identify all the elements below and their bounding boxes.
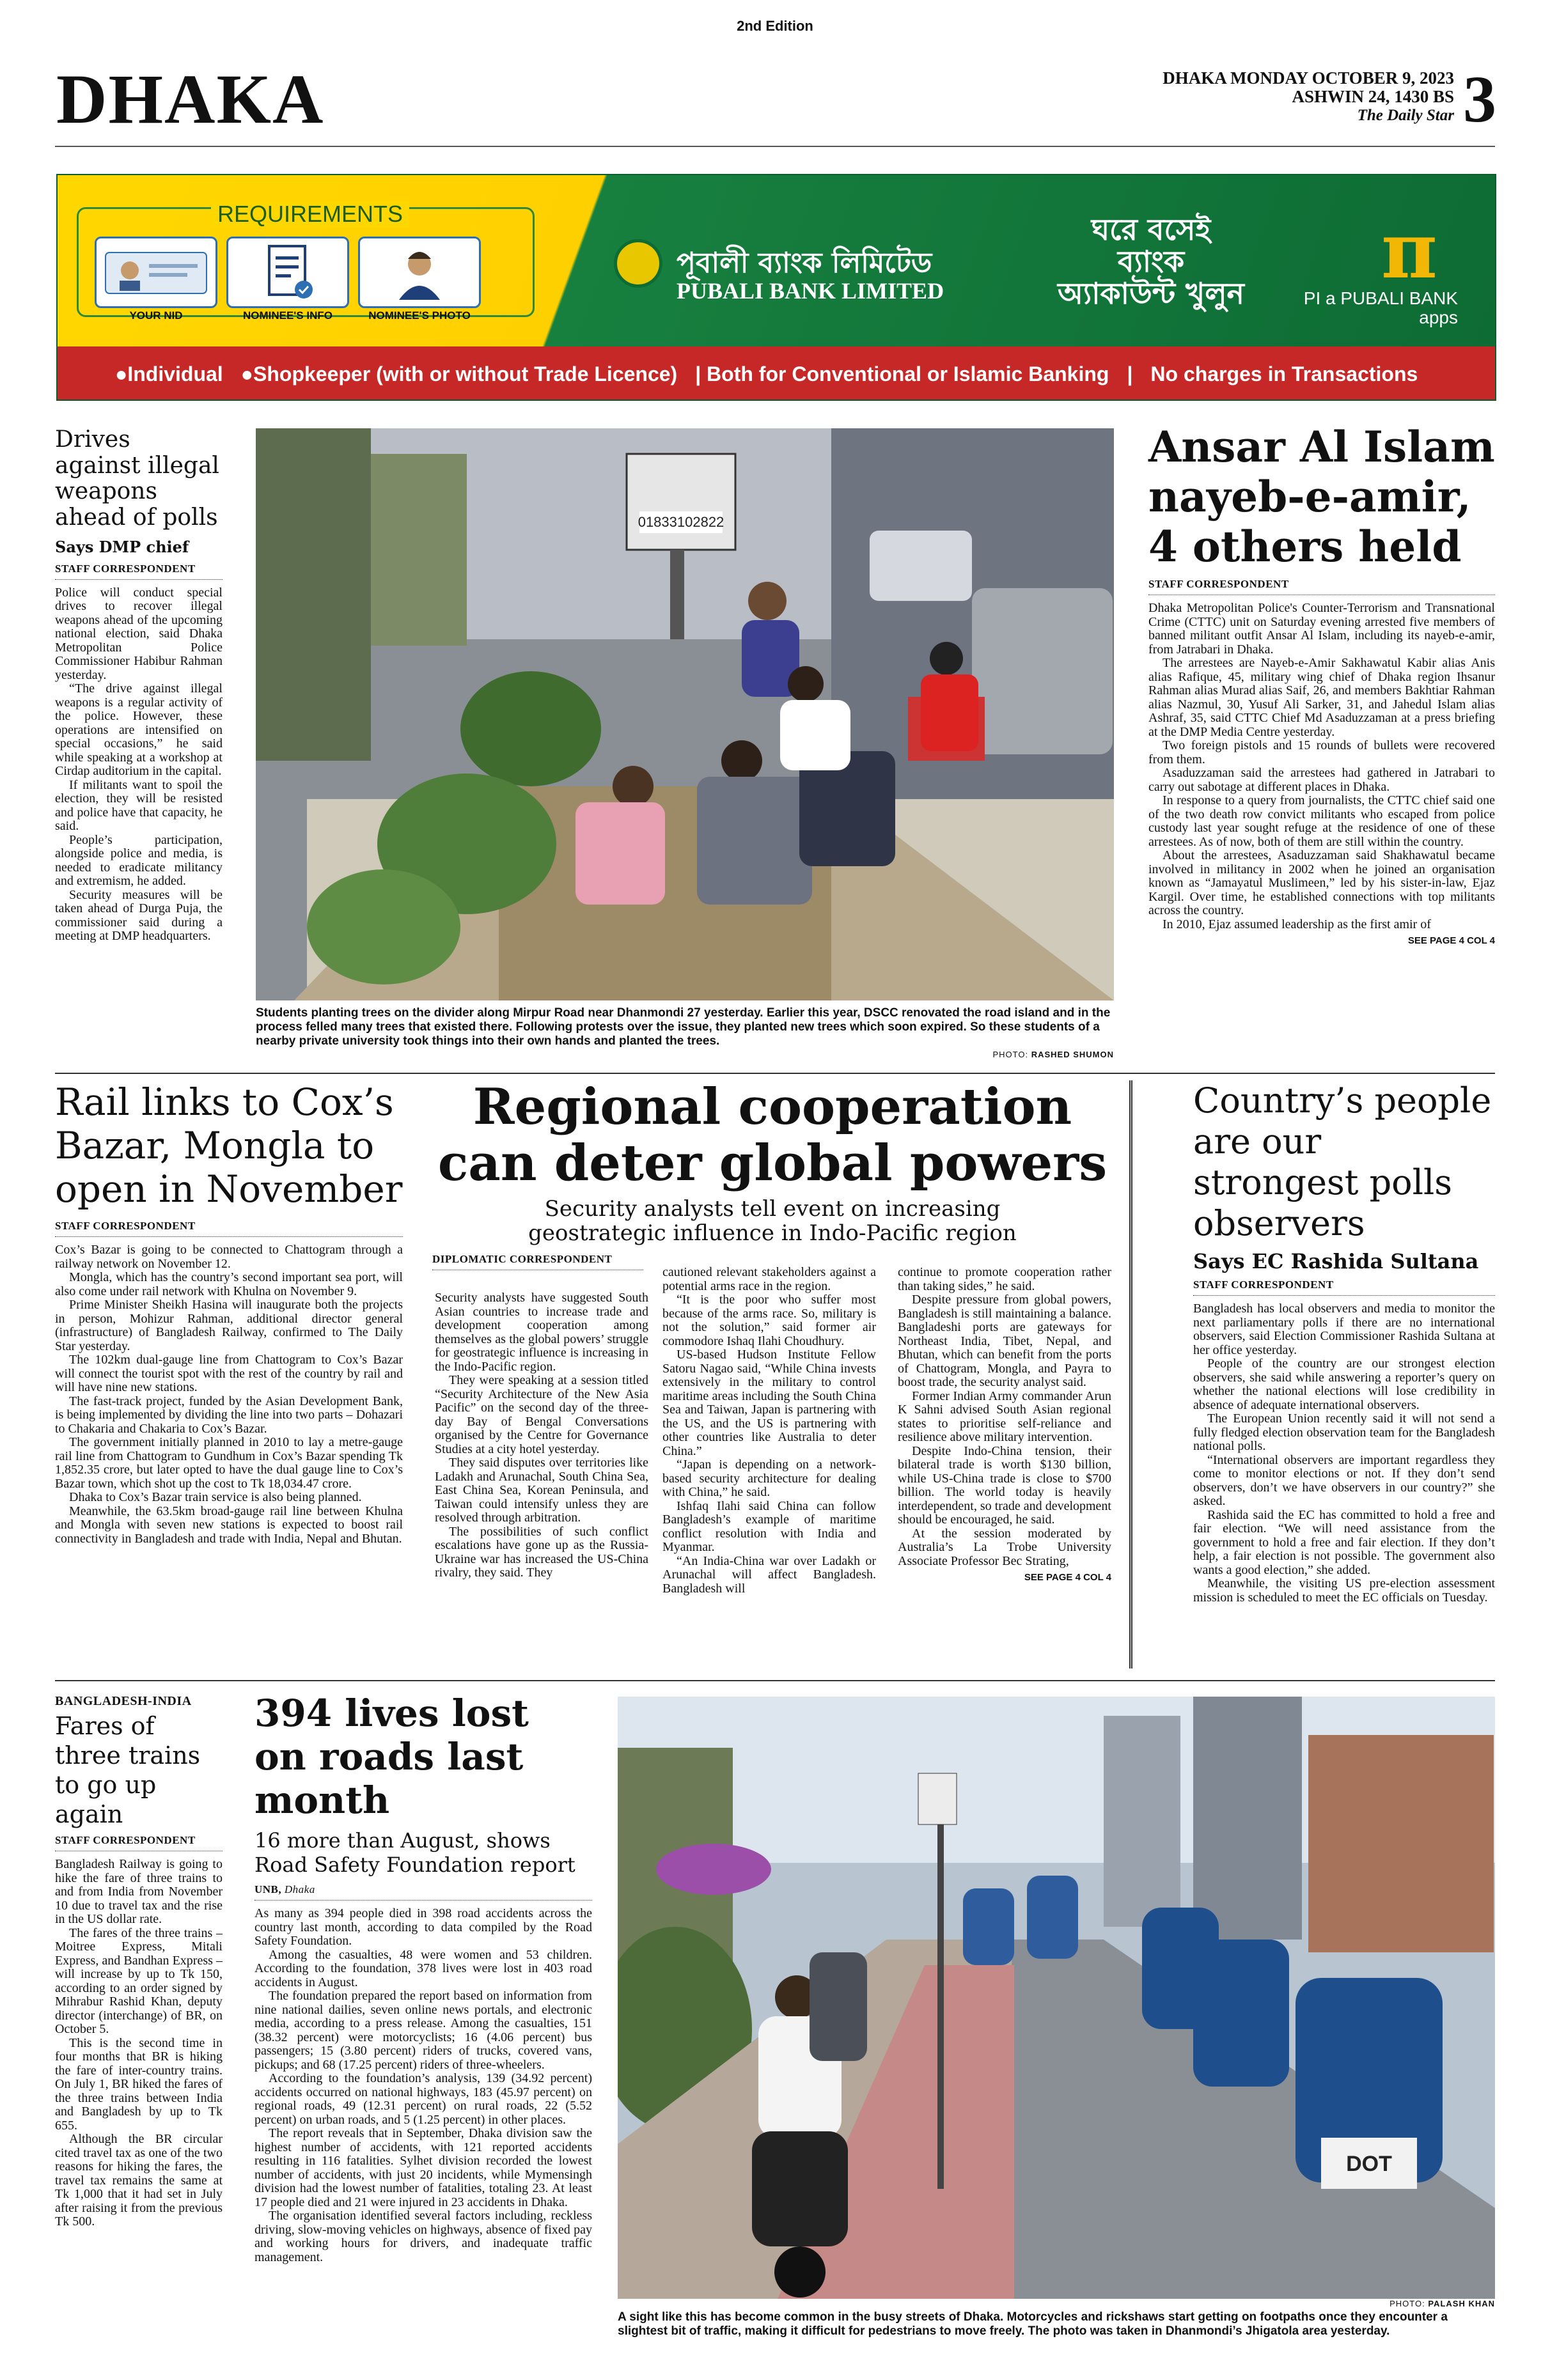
paragraph: The foundation prepared the report based on information from nine national dailies, seven online news portals, and electronic media, according to a press release. Among the casualties, 151 (38.32 percent) were motorcyclists; 16 (4.06 percent) bus passengers; 15 (3.80 percent) riders of trucks, covered vans, pickups; and 68 (17.25 percent) riders of three-wheelers.	[254, 1989, 592, 2072]
headline[interactable]: Ansar Al Islam nayeb-e-amir, 4 others held	[1148, 422, 1495, 572]
byline: STAFF CORRESPONDENT	[1148, 578, 1495, 595]
paragraph: People of the country are our strongest election observers, she said while answering a reporter’s query on whether the national elections will lose credibility in absence of adequate international observers.	[1193, 1357, 1495, 1412]
photo-credit	[1317, 2299, 1495, 2308]
bar-item: | Both for Conventional or Islamic Banking	[695, 362, 1109, 385]
byline: STAFF CORRESPONDENT	[55, 1220, 403, 1237]
requirements-title: REQUIREMENTS	[211, 201, 409, 228]
subheadline: Says EC Rashida Sultana	[1193, 1249, 1479, 1273]
article-roads	[254, 1692, 592, 2264]
paragraph: US-based Hudson Institute Fellow Satoru Nagao said, “While China invests extensively in the military to control maritime areas including the South China Sea and Taiwan, Japan is partnering with the US, and the US is partnering with other countries like Australia to deter China.”	[662, 1348, 876, 1458]
bar-item: No charges in Transactions	[1150, 362, 1418, 385]
app-name	[1292, 289, 1458, 327]
article-ansar	[1148, 422, 1495, 946]
bank-name-english: PUBALI BANK LIMITED	[677, 278, 944, 304]
paragraph: continue to promote cooperation rather than taking sides,” he said.	[898, 1265, 1111, 1293]
photo-credit	[972, 1050, 1114, 1059]
paragraph: Dhaka Metropolitan Police's Counter-Terrorism and Transnational Crime (CTTC) unit on Saturday evening arrested five members of banned militant outfit Ansar Al Islam, including its nayeb-e-amir, from Jatrabari in Dhaka.	[1148, 601, 1495, 657]
person-photo-icon	[358, 237, 481, 308]
paragraph: Despite Indo-China tension, their bilateral trade is worth $130 billion, while US-China trade is close to $700 billion. The world today is heavily interdependent, so trade and development should be encouraged, he said.	[898, 1443, 1111, 1527]
byline-agency: UNB,	[254, 1883, 282, 1895]
regional-col-2	[662, 1266, 876, 1596]
column-divider	[1129, 1080, 1132, 1668]
photo-tree-planting[interactable]	[256, 428, 1114, 1000]
bank-name-bangla: পূবালী ব্যাংক লিমিটেড	[677, 247, 932, 279]
paragraph: The arrestees are Nayeb-e-Amir Sakhawatul Kabir alias Anis alias Rafique, 45, military wing chief of Dhaka region Ihsanur Rahman alias Murad alias Saif, 26, and members Bakhtiar Rahman alias Nazmul, 30, Yusuf Ali Sarker, 31, and Jahedul Islam alias Ashraf, 35, said CTTC Chief Md Asaduzzaman at a press briefing at the DMP Media Centre yesterday.	[1148, 656, 1495, 739]
paragraph: Security analysts have suggested South Asian countries to increase trade and development cooperation among themselves as the global powers’ struggle for geostrategic influence is increasing in the Indo-Pacific region.	[435, 1291, 648, 1374]
footpath-traffic-image	[618, 1697, 1495, 2299]
byline: STAFF CORRESPONDENT	[55, 563, 223, 580]
plate-text: DOT	[1346, 2152, 1392, 2176]
article-regional	[432, 1079, 1113, 1270]
section-title: DHAKA	[56, 60, 325, 138]
paragraph: The organisation identified several factors including, reckless driving, slow-moving vehicles on highways, absence of fixed pay and working hours for drivers, and inadequate traffic management.	[254, 2209, 592, 2264]
header-rule	[55, 146, 1495, 147]
subheadline: 16 more than August, shows Road Safety Foundation report	[254, 1828, 575, 1877]
paragraph: “Japan is depending on a network-based security architecture for dealing with China,” he said.	[662, 1458, 876, 1499]
paragraph: Mongla, which has the country’s second important sea port, will also come under rail network with Khulna on November 9.	[55, 1270, 403, 1298]
page-number: 3	[1463, 63, 1496, 136]
byline	[254, 1883, 592, 1901]
paragraph: “International observers are important regardless they come to monitor elections or not. If they don’t send observers, don’t we have observers in our country?” she asked.	[1193, 1452, 1495, 1508]
sign-text: 01833102822	[638, 514, 724, 530]
subheadline: Security analysts tell event on increasing geostrategic influence in Indo-Pacific region	[528, 1196, 1017, 1246]
paragraph: People’s participation, alongside police and media, is needed to eradicate militancy and extremism, he added.	[55, 832, 223, 889]
headline[interactable]: Regional cooperation can deter global powers	[437, 1078, 1108, 1192]
headline[interactable]: Rail links to Cox’s Bazar, Mongla to open in November	[55, 1080, 403, 1211]
card-label-nominee-info: NOMINEE'S INFO	[242, 309, 333, 322]
bar-divider: |	[1127, 362, 1133, 385]
paragraph: Former Indian Army commander Arun K Sahni advised South Asian regional states to prioritise self-reliance and resilience above military intervention.	[898, 1388, 1111, 1444]
paragraph: Prime Minister Sheikh Hasina will inaugurate both the projects in person, Mohizur Rahman, additional director general (infrastructure) of Bangladesh Railway, confirmed to The Daily Star yesterday.	[55, 1298, 403, 1353]
document-icon	[226, 237, 349, 308]
paragraph: The 102km dual-gauge line from Chattogram to Cox’s Bazar will connect the tourist spot with the rest of the country by rail and will have nine new stations.	[55, 1353, 403, 1394]
headline[interactable]: Fares of three trains to go up again	[55, 1712, 201, 1828]
paragraph: The government initially planned in 2010 to lay a metre-gauge rail line from Chattogram to Gundhum in Cox’s Bazar spending Tk 1,852.35 crore, but later opted to have the dual gauge line to Cox’s Bazar town, which shot up the cost to Tk 18,034.47 crore.	[55, 1435, 403, 1491]
app-name-line: PI a PUBALI BANK	[1303, 288, 1458, 308]
section-divider	[55, 1680, 1495, 1681]
credit-label: PHOTO:	[992, 1050, 1029, 1059]
paragraph: According to the foundation’s analysis, 139 (34.92 percent) accidents occurred on national highways, 183 (45.97 percent) on regional roads, 49 (12.31 percent) on rural roads, 22 (5.52 percent) on urban roads, and 5 (1.25 percent) in other places.	[254, 2071, 592, 2127]
bangla-date: ASHWIN 24, 1430 BS	[1292, 87, 1454, 106]
article-body	[55, 1243, 403, 1546]
paragraph: Police will conduct special drives to recover illegal weapons ahead of the upcoming national election, said Dhaka Metropolitan Police Commissioner Habibur Rahman yesterday.	[55, 585, 223, 682]
paragraph: The fares of the three trains – Moitree Express, Mitali Express, and Bandhan Express – will increase by up to Tk 150, according to an order signed by Mihrabur Rashid Khan, deputy director (interchange) of BR, on October 5.	[55, 1925, 223, 2036]
bar-item: ●Shopkeeper (with or without Trade Licence)	[240, 362, 678, 385]
article-weapons	[55, 427, 223, 944]
article-body	[1148, 602, 1495, 931]
paragraph: The possibilities of such conflict escalations have gone up as the Russia-Ukraine war has increased the US-China rivalry, they said. They	[435, 1524, 648, 1580]
paragraph: Among the casualties, 48 were women and 53 children. According to the foundation, 378 lives were lost in 403 road accidents in August.	[254, 1947, 592, 1989]
paragraph: This is the second time in four months that BR is hiking the fare of inter-country trains. On July 1, BR hiked the fares of the three trains between India and Bangladesh by up to Tk 655.	[55, 2035, 223, 2133]
brand: The Daily Star	[1357, 107, 1454, 124]
byline: STAFF CORRESPONDENT	[55, 1834, 223, 1851]
paragraph: At the session moderated by Australia’s La Trobe University Associate Professor Bec Strating,	[898, 1526, 1111, 1568]
byline-place: Dhaka	[284, 1883, 315, 1895]
continuation[interactable]: SEE PAGE 4 COL 4	[1024, 1572, 1111, 1583]
section-divider	[55, 1073, 1495, 1074]
headline[interactable]: Drives against illegal weapons ahead of polls	[55, 426, 219, 531]
pi-logo-icon: π	[1381, 206, 1437, 296]
paragraph: Bangladesh has local observers and media to monitor the next parliamentary polls if there are no international observers, said Election Commissioner Rashida Sultana at her office yesterday.	[1193, 1302, 1495, 1357]
nid-card-icon	[95, 237, 217, 308]
paragraph: Although the BR circular cited travel tax as one of the two reasons for hiking the fares, the travel tax remains the same at Tk 1,000 that it had set in July after raising it from the previous Tk 500.	[55, 2132, 223, 2228]
paragraph: Asaduzzaman said the arrestees had gathered in Jatrabari to carry out sabotage at different places in Dhaka.	[1148, 766, 1495, 794]
pubali-bank-ad[interactable]	[56, 174, 1496, 401]
credit-name: PALASH KHAN	[1428, 2299, 1495, 2308]
article-body	[55, 586, 223, 944]
app-suffix: apps	[1419, 307, 1458, 327]
subheadline: Says DMP chief	[55, 537, 189, 556]
paragraph: Dhaka to Cox’s Bazar train service is also being planned.	[69, 1490, 362, 1504]
paragraph: Bangladesh Railway is going to hike the fare of three trains to and from India from November 10 due to travel tax and the rise in the US dollar rate.	[55, 1857, 223, 1926]
article-fares	[55, 1694, 223, 2229]
paragraph: “It is the poor who suffer most because of the arms race. So, military is not the solution,” said former air commodore Ishaq Ilahi Choudhury.	[662, 1293, 876, 1348]
paragraph: In response to a query from journalists, the CTTC chief said one of the two death row convict militants who escaped from police custody last year sought refuge at the residence of one of these arrestees. As of now, both of them are still within the country.	[1148, 793, 1495, 849]
kicker: BANGLADESH-INDIA	[55, 1694, 192, 1708]
continuation[interactable]: SEE PAGE 4 COL 4	[1407, 935, 1495, 946]
card-label-nominee-photo: NOMINEE'S PHOTO	[368, 309, 471, 322]
article-body	[1193, 1302, 1495, 1605]
paragraph: “An India-China war over Ladakh or Arunachal will affect Bangladesh. Bangladesh will	[662, 1553, 876, 1596]
paragraph: The report reveals that in September, Dhaka division saw the highest number of accidents, with 121 reported accidents resulting in 116 fatalities. Sylhet division recorded the lowest number of accidents, with just 20 incidents, while Mymensingh division had the lowest number of fatalities, totaling 23. At least 17 people died and 21 were injured in 23 accidents in Dhaka.	[254, 2126, 592, 2209]
paragraph: cautioned relevant stakeholders against a potential arms race in the region.	[662, 1265, 876, 1293]
tree-planting-image	[256, 428, 1114, 1000]
regional-col-3	[898, 1266, 1111, 1583]
paragraph: Security measures will be taken ahead of Durga Puja, the commissioner said during a meeting at DMP headquarters.	[55, 887, 223, 944]
byline: DIPLOMATIC CORRESPONDENT	[432, 1253, 643, 1270]
article-observers	[1193, 1080, 1495, 1605]
paragraph: Cox’s Bazar is going to be connected to Chattogram through a railway network on November 12.	[55, 1243, 403, 1271]
headline[interactable]: Country’s people are our strongest polls observers	[1193, 1080, 1492, 1243]
paragraph: About the arrestees, Asaduzzaman said Shakhawatul became involved in militancy in 2002 when he joined an organisation known as “Jamayatul Muslimeen,” led by his sister-in-law, Ejaz Kargil. Over time, he established connections with top militants across the country.	[1148, 848, 1495, 917]
edition-label: 2nd Edition	[737, 18, 813, 34]
photo-footpath-traffic[interactable]	[618, 1697, 1495, 2299]
regional-col-1	[435, 1291, 648, 1580]
paragraph: Ishfaq Ilahi said China can follow Bangladesh’s example of maritime conflict resolution with India and Myanmar.	[662, 1498, 876, 1554]
article-body	[55, 1858, 223, 2229]
article-rail	[55, 1080, 403, 1546]
credit-name: RASHED SHUMON	[1031, 1050, 1114, 1059]
ad-slogan: ঘরে বসেই ব্যাংক অ্যাকাউন্ট খুলুন	[1057, 212, 1244, 311]
paragraph: Meanwhile, the visiting US pre-election assessment mission is scheduled to meet the EC officials on Tuesday.	[1193, 1576, 1495, 1605]
date: DHAKA MONDAY OCTOBER 9, 2023	[1162, 68, 1454, 88]
paragraph: In 2010, Ejaz assumed leadership as the first amir of	[1162, 917, 1431, 931]
paragraph: Rashida said the EC has committed to hold a free and fair election. “We will need assistance from the government to hold a free and fair election. If they don’t help, a fair election is not possible. The government also wants a good election,” she added.	[1193, 1507, 1495, 1577]
card-label-nid: YOUR NID	[129, 309, 183, 322]
photo-caption: Students planting trees on the divider along Mirpur Road near Dhanmondi 27 yesterday. Earlier this year, DSCC renovated the road island and in the process felled many trees that existed there. Following protests over the issue, they planted new trees which soon expired. So these students of a nearby private university took things into their own hands and planted the trees.	[256, 1006, 1111, 1048]
paragraph: If militants want to spoil the election, they will be resisted and police have that capacity, he said.	[55, 777, 223, 834]
paragraph: The European Union recently said it will not send a fully fledged election observation team for the Bangladesh national polls.	[1193, 1412, 1495, 1453]
ad-feature-bar	[58, 346, 1496, 401]
paragraph: Meanwhile, the 63.5km broad-gauge rail line between Khulna and Mongla with seven new stations is expected to boost rail connectivity in Bangladesh and trade with India, Nepal and Bhutan.	[55, 1504, 403, 1546]
photo-caption: A sight like this has become common in the busy streets of Dhaka. Motorcycles and rickshaws start getting on footpaths once they encounter a slightest bit of traffic, making it difficult for pedestrians to move freely. The photo was taken in Dhanmondi’s Jhigatola area yesterday.	[618, 2310, 1448, 2338]
credit-label: PHOTO:	[1390, 2299, 1425, 2308]
paragraph: The fast-track project, funded by the Asian Development Bank, is being implemented by dividing the line into two parts – Dohazari to Chakaria and Chakaria to Cox’s Bazar.	[55, 1394, 403, 1436]
paragraph: They said disputes over territories like Ladakh and Arunachal, South China Sea, East China Sea, Korean Peninsula, and Taiwan could intensify unless they are resolved through arbitration.	[435, 1456, 648, 1525]
paragraph: Two foreign pistols and 15 rounds of bullets were recovered from them.	[1148, 738, 1495, 766]
dateline	[1162, 69, 1454, 125]
pubali-logo-icon	[614, 239, 662, 288]
bar-item: ●Individual	[115, 362, 223, 385]
paragraph: Despite pressure from global powers, Bangladesh is still maintaining a balance. Bangladeshi ports are gateways for Northeast India, Tibet, Nepal, and Bhutan, which can benefit from the ports of Chattogram, Mongla, and Payra to boost trade, the security analyst said.	[898, 1293, 1111, 1389]
headline[interactable]: 394 lives lost on roads last month	[254, 1692, 529, 1822]
article-body	[254, 1907, 592, 2264]
paragraph: They were speaking at a session titled “Security Architecture of the New Asia Pacific” on the second day of the three-day Bay of Bengal Conversations organised by the Centre for Governance Studies at a city hotel yesterday.	[435, 1373, 648, 1456]
byline: STAFF CORRESPONDENT	[1193, 1279, 1495, 1296]
paragraph: “The drive against illegal weapons is a regular activity of the police. However, these operations are intensified on special occasions,” he said while speaking at a workshop at Cirdap auditorium in the capital.	[55, 681, 223, 779]
paragraph: As many as 394 people died in 398 road accidents across the country last month, according to data compiled by the Road Safety Foundation.	[254, 1906, 592, 1948]
